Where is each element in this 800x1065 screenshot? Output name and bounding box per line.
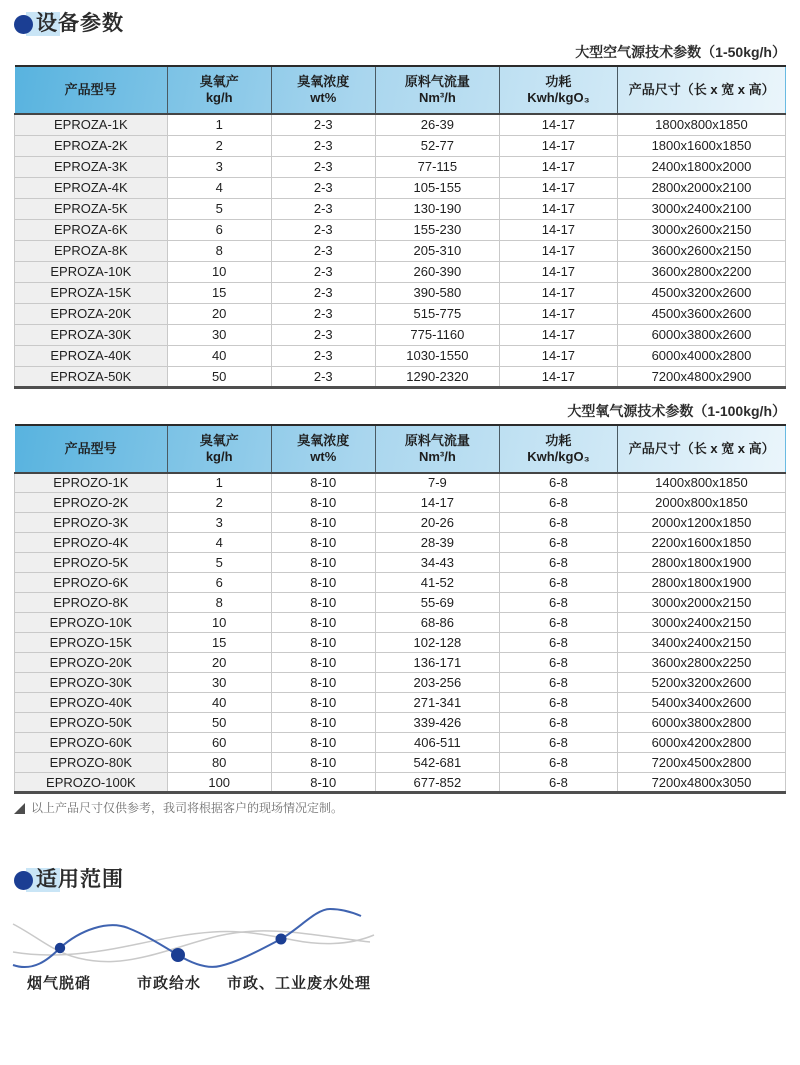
value-cell: 3600x2800x2250: [617, 653, 785, 673]
value-cell: 10: [167, 613, 271, 633]
value-cell: 2-3: [271, 156, 375, 177]
value-cell: 406-511: [375, 733, 499, 753]
value-cell: 8-10: [271, 513, 375, 533]
value-cell: 8-10: [271, 653, 375, 673]
model-cell: EPROZA-2K: [15, 135, 168, 156]
value-cell: 1030-1550: [375, 345, 499, 366]
column-header: 臭氧浓度 wt%: [271, 425, 375, 473]
value-cell: 6-8: [499, 513, 617, 533]
model-cell: EPROZO-3K: [15, 513, 168, 533]
value-cell: 6: [167, 573, 271, 593]
value-cell: 6-8: [499, 553, 617, 573]
column-header: 原料气流量 Nm³/h: [375, 425, 499, 473]
column-header: 产品型号: [64, 440, 117, 456]
value-cell: 14-17: [499, 303, 617, 324]
value-cell: 102-128: [375, 633, 499, 653]
table-row: [15, 673, 786, 693]
value-cell: 14-17: [499, 282, 617, 303]
value-cell: 3000x2000x2150: [617, 593, 785, 613]
value-cell: 8-10: [271, 713, 375, 733]
table-row: [15, 156, 786, 177]
model-cell: EPROZA-10K: [15, 261, 168, 282]
model-cell: EPROZO-10K: [15, 613, 168, 633]
value-cell: 8-10: [271, 733, 375, 753]
value-cell: 136-171: [375, 653, 499, 673]
value-cell: 8-10: [271, 753, 375, 773]
air-source-params-table: [14, 65, 786, 389]
value-cell: 8: [167, 593, 271, 613]
value-cell: 6-8: [499, 613, 617, 633]
table-row: [15, 366, 786, 387]
value-cell: 2-3: [271, 135, 375, 156]
section-title: 适用范围: [36, 868, 124, 891]
value-cell: 3400x2400x2150: [617, 633, 785, 653]
value-cell: 2-3: [271, 345, 375, 366]
value-cell: 6-8: [499, 473, 617, 493]
value-cell: 55-69: [375, 593, 499, 613]
footnote: [14, 800, 786, 816]
model-cell: EPROZO-1K: [15, 473, 168, 493]
table-row: [15, 198, 786, 219]
value-cell: 3000x2400x2100: [617, 198, 785, 219]
table-row: [15, 593, 786, 613]
value-cell: 20-26: [375, 513, 499, 533]
oxygen-source-params-table: [14, 424, 786, 795]
table-row: [15, 773, 786, 793]
table-row: [15, 282, 786, 303]
column-header: 臭氧产 kg/h: [167, 66, 271, 114]
value-cell: 203-256: [375, 673, 499, 693]
value-cell: 8: [167, 240, 271, 261]
model-cell: EPROZA-5K: [15, 198, 168, 219]
value-cell: 3600x2600x2150: [617, 240, 785, 261]
wave-node-dot: [55, 943, 65, 953]
value-cell: 5200x3200x2600: [617, 673, 785, 693]
application-label-municipal-water: 市政给水: [137, 975, 202, 992]
table-row: [15, 261, 786, 282]
value-cell: 50: [167, 713, 271, 733]
wave-node-dot: [171, 948, 185, 962]
model-cell: EPROZO-4K: [15, 533, 168, 553]
table-row: [15, 713, 786, 733]
value-cell: 6-8: [499, 753, 617, 773]
model-cell: EPROZA-4K: [15, 177, 168, 198]
value-cell: 40: [167, 693, 271, 713]
value-cell: 14-17: [499, 114, 617, 135]
value-cell: 4500x3200x2600: [617, 282, 785, 303]
value-cell: 2-3: [271, 303, 375, 324]
value-cell: 2-3: [271, 114, 375, 135]
table-row: [15, 345, 786, 366]
value-cell: 8-10: [271, 693, 375, 713]
footnote-text: 以上产品尺寸仅供参考，我司将根据客户的现场情况定制。: [31, 801, 344, 815]
application-wave-graphic: [8, 902, 392, 982]
table-title-oxygen-source: 大型氧气源技术参数（1-100kg/h）: [567, 402, 786, 419]
table-row: [15, 753, 786, 773]
table-row: [15, 324, 786, 345]
wave-blue-line: [13, 909, 361, 967]
value-cell: 14-17: [499, 198, 617, 219]
table-row: [15, 219, 786, 240]
model-cell: EPROZA-8K: [15, 240, 168, 261]
value-cell: 68-86: [375, 613, 499, 633]
model-cell: EPROZO-15K: [15, 633, 168, 653]
model-cell: EPROZA-20K: [15, 303, 168, 324]
value-cell: 2-3: [271, 366, 375, 387]
value-cell: 14-17: [499, 345, 617, 366]
value-cell: 50: [167, 366, 271, 387]
value-cell: 6-8: [499, 693, 617, 713]
value-cell: 14-17: [499, 156, 617, 177]
bullet-circle-icon: [14, 871, 33, 890]
value-cell: 6-8: [499, 633, 617, 653]
model-cell: EPROZO-50K: [15, 713, 168, 733]
value-cell: 52-77: [375, 135, 499, 156]
value-cell: 3: [167, 513, 271, 533]
table-row: [15, 240, 786, 261]
value-cell: 14-17: [499, 240, 617, 261]
value-cell: 677-852: [375, 773, 499, 793]
value-cell: 6000x4000x2800: [617, 345, 785, 366]
column-header: 原料气流量 Nm³/h: [375, 66, 499, 114]
value-cell: 3000x2600x2150: [617, 219, 785, 240]
table-header-row: [15, 425, 786, 473]
value-cell: 8-10: [271, 593, 375, 613]
value-cell: 6000x3800x2600: [617, 324, 785, 345]
table-title-air-source: 大型空气源技术参数（1-50kg/h）: [575, 44, 786, 60]
table-row: [15, 653, 786, 673]
value-cell: 14-17: [375, 493, 499, 513]
value-cell: 14-17: [499, 324, 617, 345]
model-cell: EPROZA-1K: [15, 114, 168, 135]
value-cell: 2000x800x1850: [617, 493, 785, 513]
value-cell: 205-310: [375, 240, 499, 261]
value-cell: 1: [167, 473, 271, 493]
value-cell: 8-10: [271, 613, 375, 633]
value-cell: 6-8: [499, 713, 617, 733]
value-cell: 6000x4200x2800: [617, 733, 785, 753]
value-cell: 2: [167, 135, 271, 156]
value-cell: 3000x2400x2150: [617, 613, 785, 633]
model-cell: EPROZA-50K: [15, 366, 168, 387]
value-cell: 155-230: [375, 219, 499, 240]
value-cell: 60: [167, 733, 271, 753]
value-cell: 7200x4800x2900: [617, 366, 785, 387]
model-cell: EPROZO-80K: [15, 753, 168, 773]
model-cell: EPROZO-60K: [15, 733, 168, 753]
model-cell: EPROZA-6K: [15, 219, 168, 240]
table-row: [15, 613, 786, 633]
value-cell: 2400x1800x2000: [617, 156, 785, 177]
value-cell: 14-17: [499, 219, 617, 240]
value-cell: 15: [167, 633, 271, 653]
value-cell: 2-3: [271, 177, 375, 198]
value-cell: 26-39: [375, 114, 499, 135]
value-cell: 2-3: [271, 261, 375, 282]
value-cell: 1800x800x1850: [617, 114, 785, 135]
model-cell: EPROZO-100K: [15, 773, 168, 793]
table-header-row: [15, 66, 786, 114]
value-cell: 2800x2000x2100: [617, 177, 785, 198]
model-cell: EPROZA-3K: [15, 156, 168, 177]
model-cell: EPROZO-6K: [15, 573, 168, 593]
value-cell: 5: [167, 198, 271, 219]
value-cell: 34-43: [375, 553, 499, 573]
table-row: [15, 553, 786, 573]
model-cell: EPROZO-2K: [15, 493, 168, 513]
value-cell: 2-3: [271, 198, 375, 219]
value-cell: 6-8: [499, 673, 617, 693]
section-heading-equipment-params: [14, 10, 786, 38]
column-header: 产品尺寸（长 x 宽 x 高）: [617, 425, 785, 473]
value-cell: 14-17: [499, 177, 617, 198]
value-cell: 1400x800x1850: [617, 473, 785, 493]
value-cell: 14-17: [499, 366, 617, 387]
value-cell: 5400x3400x2600: [617, 693, 785, 713]
value-cell: 8-10: [271, 553, 375, 573]
value-cell: 6: [167, 219, 271, 240]
value-cell: 77-115: [375, 156, 499, 177]
value-cell: 2-3: [271, 282, 375, 303]
value-cell: 20: [167, 653, 271, 673]
model-cell: EPROZA-40K: [15, 345, 168, 366]
value-cell: 339-426: [375, 713, 499, 733]
value-cell: 7-9: [375, 473, 499, 493]
model-cell: EPROZA-15K: [15, 282, 168, 303]
table-row: [15, 493, 786, 513]
value-cell: 100: [167, 773, 271, 793]
value-cell: 6-8: [499, 593, 617, 613]
value-cell: 260-390: [375, 261, 499, 282]
value-cell: 6-8: [499, 533, 617, 553]
model-cell: EPROZO-8K: [15, 593, 168, 613]
value-cell: 390-580: [375, 282, 499, 303]
value-cell: 2800x1800x1900: [617, 553, 785, 573]
value-cell: 6-8: [499, 653, 617, 673]
value-cell: 515-775: [375, 303, 499, 324]
value-cell: 271-341: [375, 693, 499, 713]
value-cell: 3: [167, 156, 271, 177]
value-cell: 5: [167, 553, 271, 573]
model-cell: EPROZO-20K: [15, 653, 168, 673]
value-cell: 8-10: [271, 533, 375, 553]
value-cell: 80: [167, 753, 271, 773]
value-cell: 14-17: [499, 261, 617, 282]
table-row: [15, 733, 786, 753]
value-cell: 6-8: [499, 773, 617, 793]
value-cell: 542-681: [375, 753, 499, 773]
value-cell: 6-8: [499, 573, 617, 593]
value-cell: 28-39: [375, 533, 499, 553]
value-cell: 8-10: [271, 773, 375, 793]
value-cell: 10: [167, 261, 271, 282]
value-cell: 4: [167, 533, 271, 553]
value-cell: 6000x3800x2800: [617, 713, 785, 733]
value-cell: 1: [167, 114, 271, 135]
table-row: [15, 513, 786, 533]
table-row: [15, 633, 786, 653]
value-cell: 8-10: [271, 673, 375, 693]
value-cell: 1290-2320: [375, 366, 499, 387]
value-cell: 20: [167, 303, 271, 324]
value-cell: 41-52: [375, 573, 499, 593]
table-row: [15, 303, 786, 324]
model-cell: EPROZO-5K: [15, 553, 168, 573]
column-header: 功耗 Kwh/kgO₃: [499, 66, 617, 114]
bullet-circle-icon: [14, 15, 33, 34]
value-cell: 2: [167, 493, 271, 513]
table-row: [15, 573, 786, 593]
value-cell: 2000x1200x1850: [617, 513, 785, 533]
value-cell: 4500x3600x2600: [617, 303, 785, 324]
table-row: [15, 693, 786, 713]
application-label-wastewater: 市政、工业废水处理: [227, 975, 372, 992]
column-header: 产品型号: [64, 82, 117, 97]
application-label-flue-gas: 烟气脱硝: [27, 975, 92, 992]
section-title: 设备参数: [36, 12, 124, 35]
value-cell: 2-3: [271, 240, 375, 261]
value-cell: 8-10: [271, 473, 375, 493]
value-cell: 4: [167, 177, 271, 198]
value-cell: 7200x4800x3050: [617, 773, 785, 793]
model-cell: EPROZA-30K: [15, 324, 168, 345]
triangle-marker-icon: [14, 803, 25, 814]
value-cell: 30: [167, 673, 271, 693]
value-cell: 7200x4500x2800: [617, 753, 785, 773]
value-cell: 775-1160: [375, 324, 499, 345]
applications-area: [14, 896, 786, 1014]
section-heading-applications: [14, 866, 786, 894]
table-row: [15, 177, 786, 198]
value-cell: 14-17: [499, 135, 617, 156]
value-cell: 8-10: [271, 493, 375, 513]
value-cell: 130-190: [375, 198, 499, 219]
value-cell: 15: [167, 282, 271, 303]
value-cell: 40: [167, 345, 271, 366]
column-header: 功耗 Kwh/kgO₃: [499, 425, 617, 473]
table-row: [15, 473, 786, 493]
value-cell: 2-3: [271, 219, 375, 240]
column-header: 产品尺寸（长 x 宽 x 高）: [617, 66, 785, 114]
table-row: [15, 533, 786, 553]
value-cell: 6-8: [499, 493, 617, 513]
table-row: [15, 135, 786, 156]
wave-node-dot: [276, 934, 287, 945]
value-cell: 8-10: [271, 633, 375, 653]
value-cell: 8-10: [271, 573, 375, 593]
value-cell: 2-3: [271, 324, 375, 345]
model-cell: EPROZO-40K: [15, 693, 168, 713]
model-cell: EPROZO-30K: [15, 673, 168, 693]
value-cell: 3600x2800x2200: [617, 261, 785, 282]
value-cell: 105-155: [375, 177, 499, 198]
value-cell: 6-8: [499, 733, 617, 753]
value-cell: 2200x1600x1850: [617, 533, 785, 553]
value-cell: 2800x1800x1900: [617, 573, 785, 593]
column-header: 臭氧产 kg/h: [167, 425, 271, 473]
table-row: [15, 114, 786, 135]
value-cell: 1800x1600x1850: [617, 135, 785, 156]
value-cell: 30: [167, 324, 271, 345]
column-header: 臭氧浓度 wt%: [271, 66, 375, 114]
